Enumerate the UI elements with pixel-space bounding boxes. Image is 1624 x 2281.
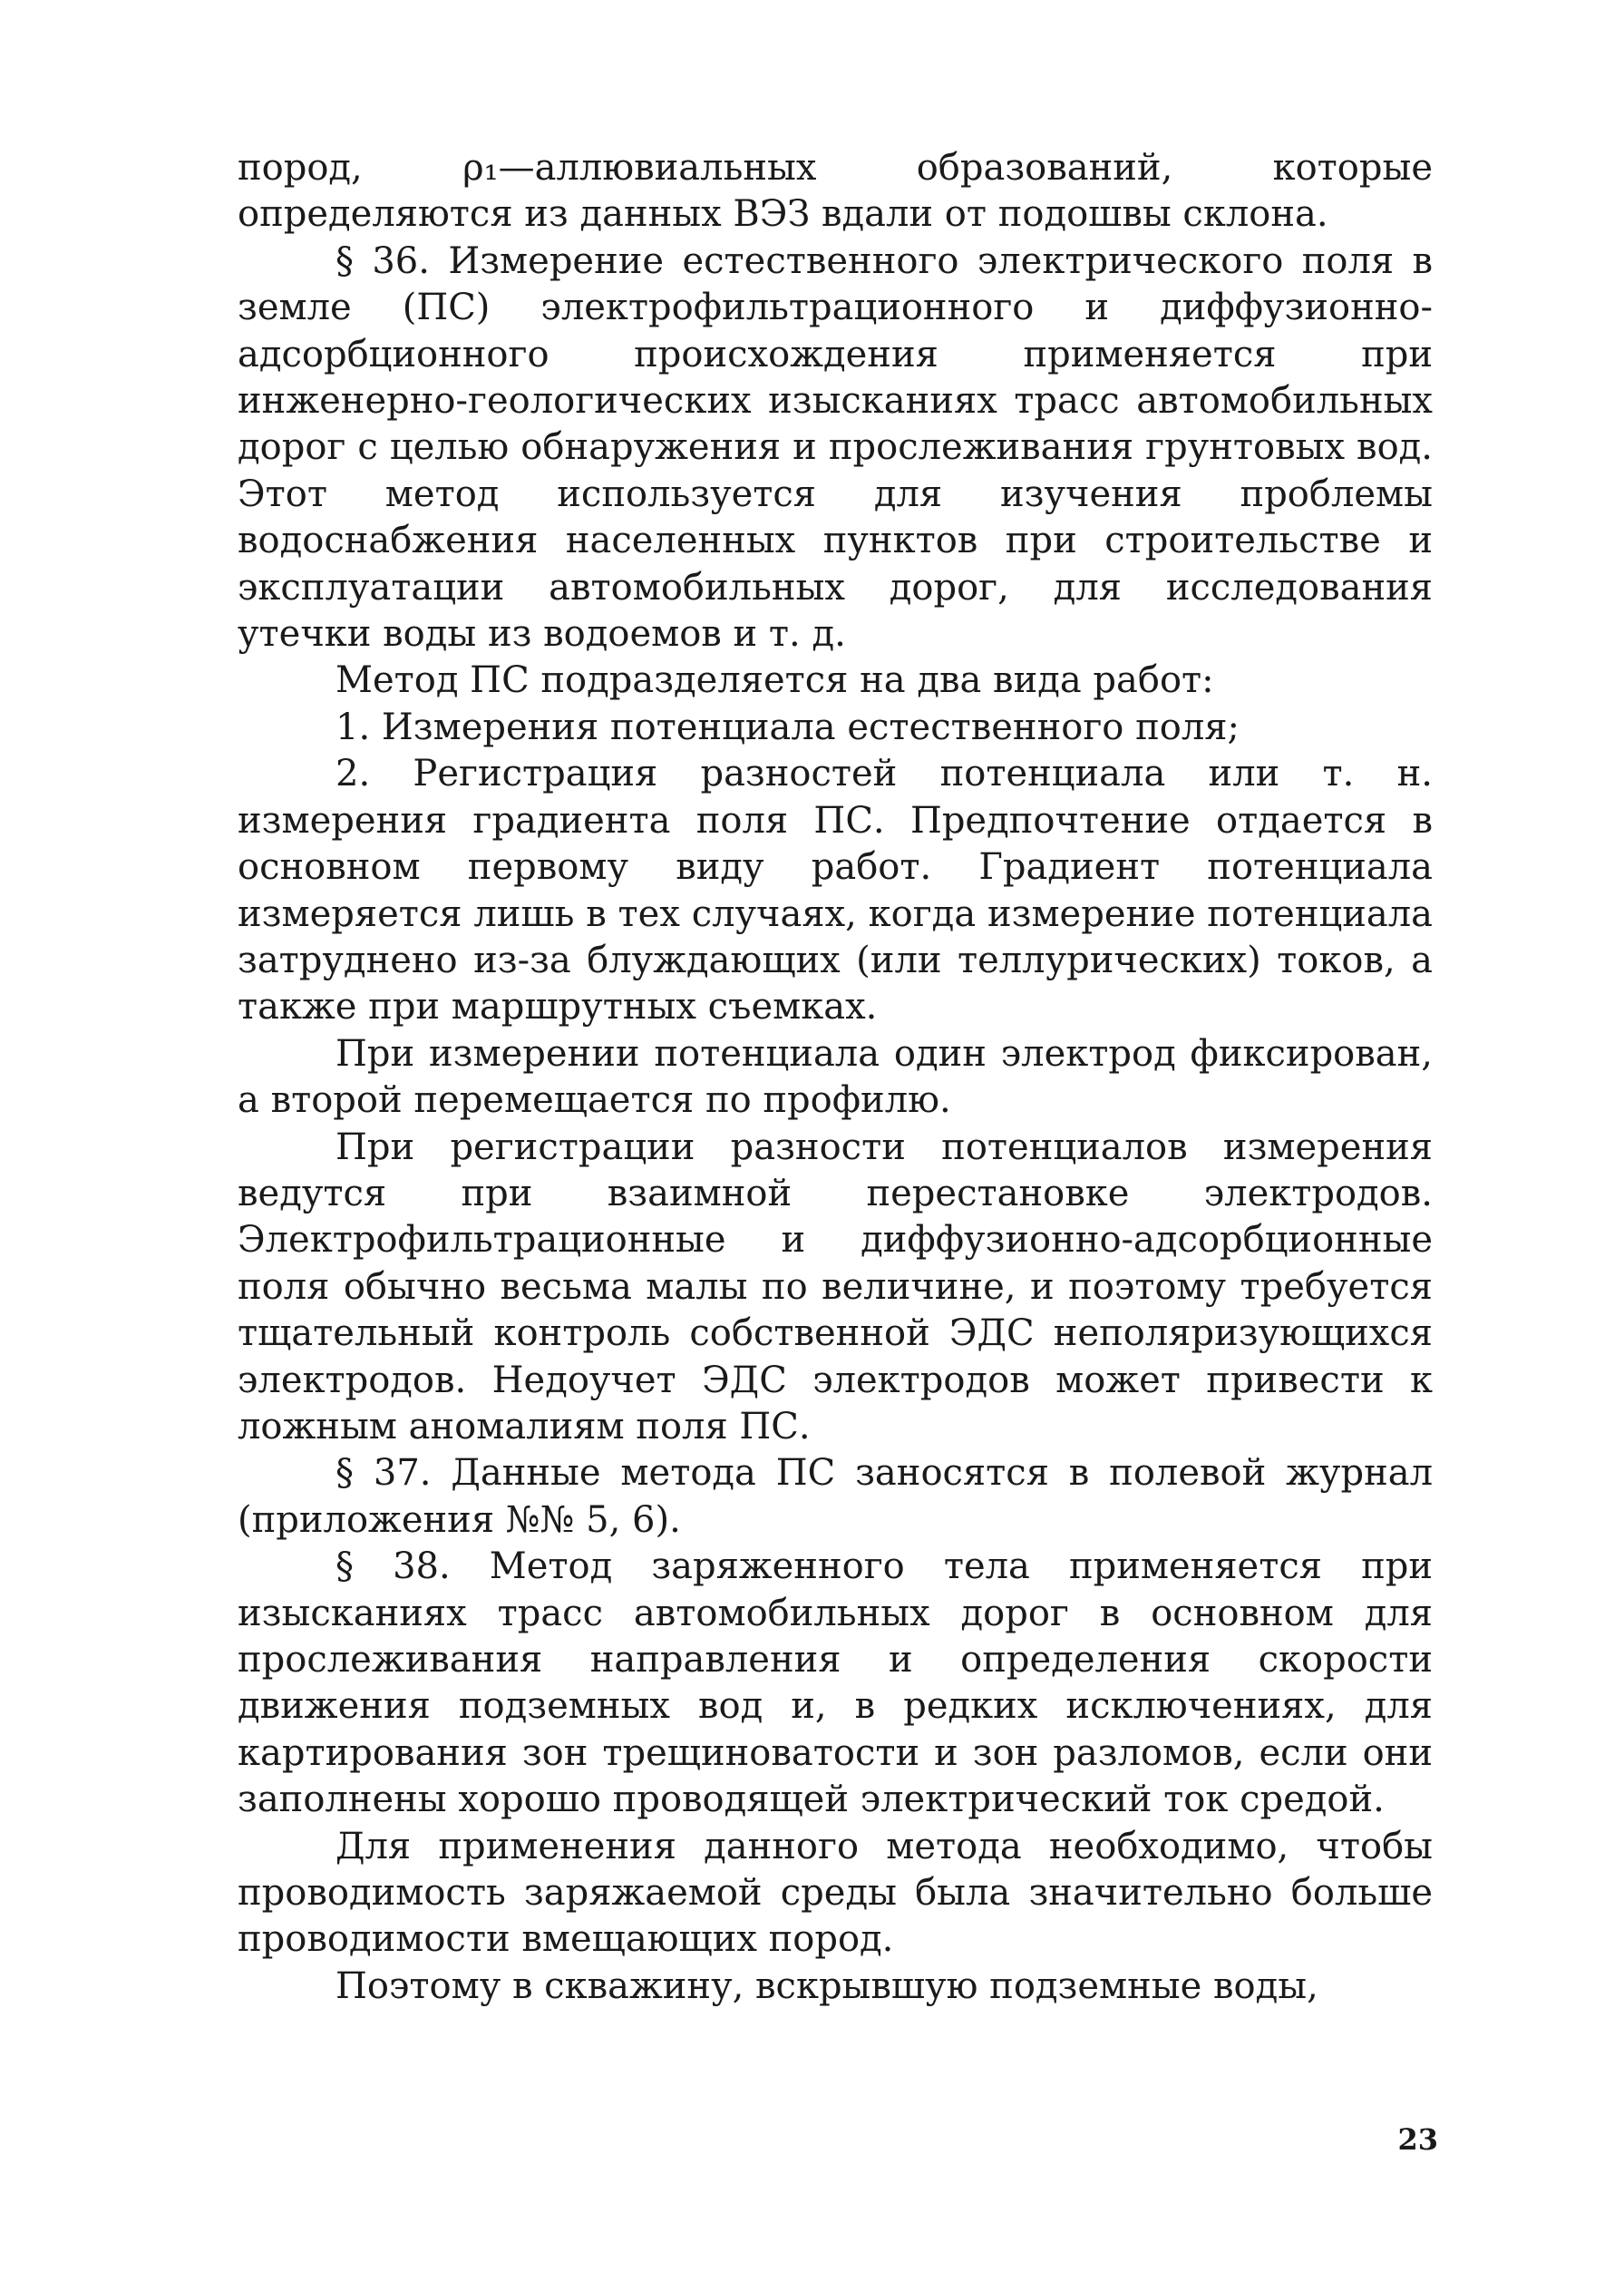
paragraph-potential-measurement: При измерении потенциала один электрод фиксирован, а второй перемещается по профилю.	[238, 1032, 1433, 1122]
paragraph-borehole: Поэтому в скважину, вскрывшую подземные воды,	[335, 1964, 1318, 2007]
paragraph-section-37: § 37. Данные метода ПС заносятся в полевой журнал (приложения №№ 5, 6).	[238, 1452, 1433, 1541]
list-item-2: 2. Регистрация разностей потенциала или т. н. измерения градиента поля ПС. Предпочтение отдается в основном первому виду работ. Градиент потенциала измеряется лишь в тех случаях, когда измерение потенциала затруднено из-за блуждающих (или теллурических) токов, а также при маршрутных съемках.	[238, 753, 1433, 1028]
page-number: 23	[1397, 2122, 1438, 2157]
paragraph-continuation: пород, ρ₁—аллювиальных образований, которые определяются из данных ВЭЗ вдали от подошвы склона.	[238, 147, 1433, 236]
paragraph-difference-registration: При регистрации разности потенциалов измерения ведутся при взаимной перестановке электродов. Электрофильтрационные и диффузионно-адсорбционные поля обычно весьма малы по величине, и поэтому требуется тщательный контроль собственной ЭДС неполяризующихся электродов. Недоучет ЭДС электродов может привести к ложным аномалиям поля ПС.	[238, 1126, 1433, 1448]
paragraph-conductivity: Для применения данного метода необходимо, чтобы проводимость заряжаемой среды была значительно больше проводимости вмещающих пород.	[238, 1825, 1433, 1961]
page-text	[238, 145, 1433, 2010]
list-item-1: 1. Измерения потенциала естественного поля;	[335, 706, 1240, 748]
paragraph-section-38: § 38. Метод заряженного тела применяется при изысканиях трасс автомобильных дорог в основном для прослеживания направления и определения скорости движения подземных вод и, в редких исключениях, для картирования зон трещиноватости и зон разломов, если они заполнены хорошо проводящей электрический ток средой.	[238, 1545, 1433, 1821]
paragraph-section-36: § 36. Измерение естественного электрического поля в земле (ПС) электрофильтрационного и диффузионно-адсорбционного происхождения применяется при инженерно-геологических изысканиях трасс автомобильных дорог с целью обнаружения и прослеживания грунтовых вод. Этот метод используется для изучения проблемы водоснабжения населенных пунктов при строительстве и эксплуатации автомобильных дорог, для исследования утечки воды из водоемов и т. д.	[238, 239, 1433, 656]
paragraph-method-types: Метод ПС подразделяется на два вида работ:	[335, 659, 1214, 702]
